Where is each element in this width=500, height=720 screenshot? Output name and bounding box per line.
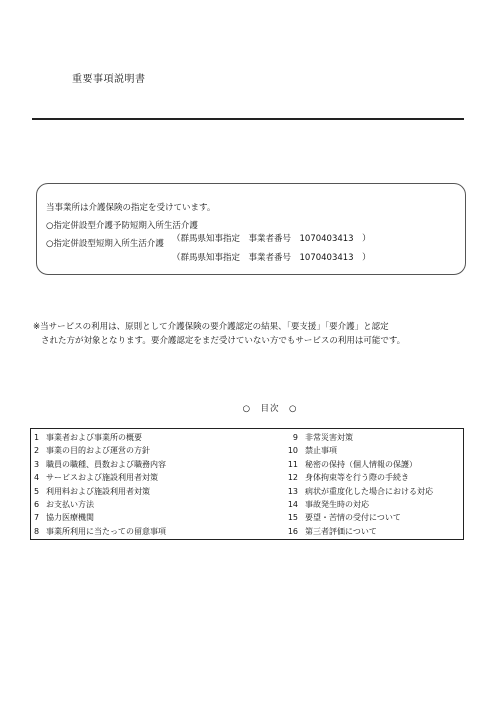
toc-item [278, 511, 433, 524]
toc-right-column [278, 431, 433, 538]
toc-item-label: 要望・苦情の受付について [305, 513, 401, 523]
service-name-1: ○指定併設型介護予防短期入所生活介護 [46, 221, 198, 231]
toc-item-number: 16 [287, 526, 298, 536]
toc-item-label: 身体拘束等を行う際の手続き [305, 473, 409, 483]
toc-item [34, 471, 166, 484]
toc-item-number: 7 [34, 513, 40, 523]
toc-item-number: 15 [287, 513, 298, 523]
toc-item-label: お支払い方法 [46, 499, 94, 509]
toc-item-number: 6 [34, 499, 40, 509]
toc-item-label: 禁止事項 [305, 446, 337, 456]
eligibility-note [33, 320, 473, 348]
toc-item-number: 11 [287, 459, 298, 469]
toc-item [34, 511, 166, 524]
service-registration-1: （群馬県知事指定 事業者番号 1070403413 ） [172, 234, 371, 244]
toc-heading: ○ 目次 ○ [242, 404, 298, 414]
toc-item-label: 秘密の保持（個人情報の保護） [305, 459, 417, 469]
toc-item [34, 431, 166, 444]
toc-item-number: 9 [292, 433, 298, 442]
service-registration-2: （群馬県知事指定 事業者番号 1070403413 ） [172, 253, 371, 263]
toc-item [34, 525, 166, 538]
toc-item-number: 14 [287, 499, 298, 509]
toc-item [34, 458, 166, 471]
toc-item-label: 第三者評価について [305, 526, 377, 536]
toc-left-column [34, 431, 166, 538]
toc-item [278, 471, 433, 484]
toc-item-label: 事業の目的および運営の方針 [46, 446, 150, 456]
designation-notice: 当事業所は介護保険の指定を受けています。 [46, 203, 216, 213]
toc-item [278, 431, 433, 444]
toc-item-label: 協力医療機関 [46, 513, 94, 523]
toc-item-number: 13 [287, 486, 298, 496]
toc-item-number: 2 [34, 446, 40, 456]
toc-item [278, 458, 433, 471]
toc-item-label: 非常災害対策 [305, 433, 353, 442]
toc-item-number: 4 [34, 473, 40, 483]
eligibility-note-line-1: ※当サービスの利用は、原則として介護保険の要介護認定の結果、「要支援」「要介護」と認定 [33, 322, 389, 332]
service-name-2: ○指定併設型短期入所生活介護 [46, 239, 164, 249]
toc-item [278, 444, 433, 457]
toc-item-label: 利用料および施設利用者対策 [46, 486, 150, 496]
toc-item-label: 事業者および事業所の概要 [46, 433, 142, 442]
toc-item-number: 12 [287, 473, 298, 483]
toc-item-number: 8 [34, 526, 40, 536]
toc-item-label: 事故発生時の対応 [305, 499, 369, 509]
title-divider [32, 118, 464, 120]
toc-item [34, 498, 166, 511]
toc-item-label: サービスおよび施設利用者対策 [46, 473, 158, 483]
toc-item [34, 444, 166, 457]
toc-item-number: 1 [34, 433, 40, 442]
toc-item [278, 498, 433, 511]
document-title: 重要事項説明書 [72, 74, 146, 85]
toc-item-label: 事業所利用に当たっての留意事項 [46, 526, 166, 536]
toc-item [34, 485, 166, 498]
toc-item-label: 職員の職種、員数および職務内容 [46, 459, 166, 469]
toc-item-number: 10 [287, 446, 298, 456]
toc-item-label: 病状が重度化した場合における対応 [305, 486, 433, 496]
table-of-contents [30, 428, 464, 540]
toc-item [278, 525, 433, 538]
eligibility-note-line-2: された方が対象となります。要介護認定をまだ受けていない方でもサービスの利用は可能です。 [41, 336, 406, 346]
toc-item-number: 3 [34, 459, 40, 469]
toc-item-number: 5 [34, 486, 40, 496]
toc-item [278, 485, 433, 498]
